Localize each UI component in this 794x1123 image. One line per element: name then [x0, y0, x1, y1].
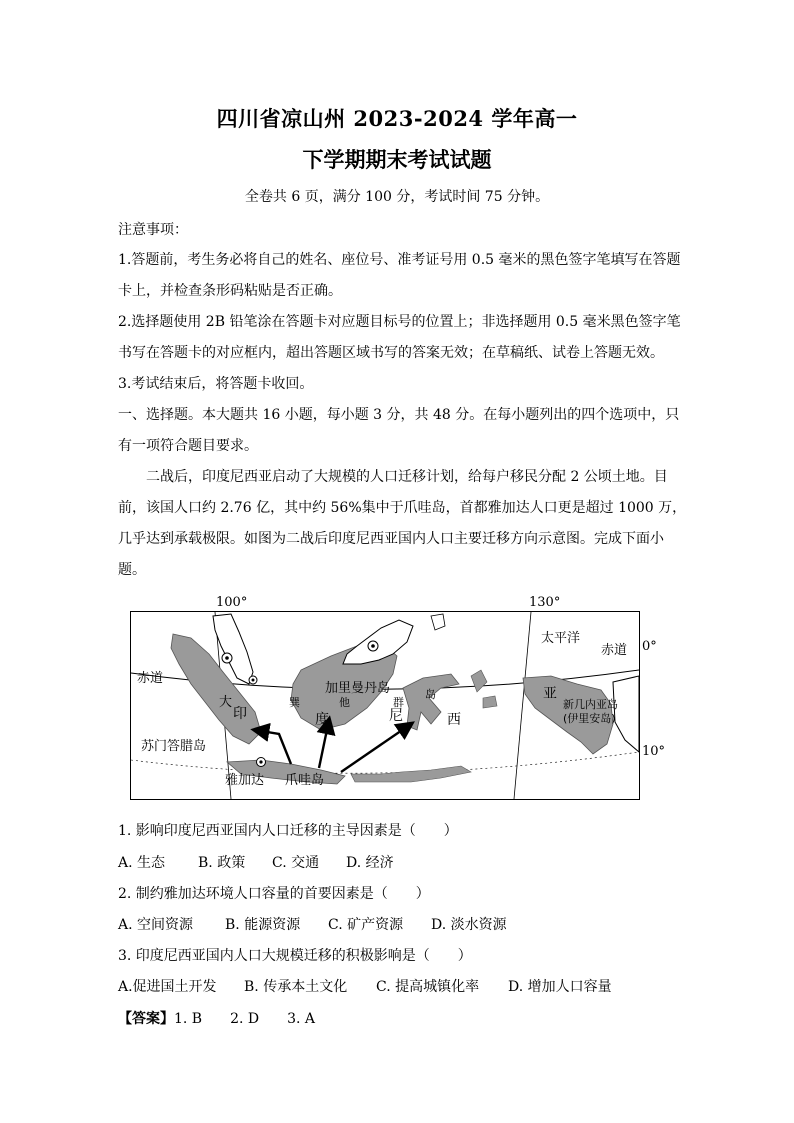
q2-option-d: D. 淡水资源	[431, 917, 507, 933]
q3-option-c: C. 提高城镇化率	[376, 979, 480, 995]
migration-arrow-to-sulawesi	[341, 724, 411, 772]
page-title-line1: 四川省凉山州 2023-2024 学年高一	[216, 106, 578, 131]
equator-label-left: 赤道	[137, 671, 164, 686]
island-char-2: 巽	[289, 696, 300, 709]
lat-0-label: 0°	[642, 639, 657, 654]
island-char-4: 群	[393, 696, 404, 709]
lon-130-label: 130°	[529, 595, 561, 610]
island-char-5: 岛	[425, 688, 436, 701]
country-char-1: 印	[233, 706, 247, 722]
q3-option-b: B. 传承本土文化	[244, 979, 348, 995]
maluku-island-2	[483, 696, 497, 708]
q3-option-d: D. 增加人口容量	[508, 979, 612, 995]
note-3: 3.考试结束后，将答题卡收回。	[118, 376, 314, 392]
lesser-sunda-islands	[351, 766, 471, 782]
answer-label: 【答案】	[118, 1011, 174, 1027]
section-heading-line1: 一、选择题。本大题共 16 小题，每小题 3 分，共 48 分。在每小题列出的四个选项中，只	[118, 407, 680, 423]
q2-option-b: B. 能源资源	[225, 917, 301, 933]
city-marker-1	[222, 653, 232, 663]
q3-option-a: A.促进国土开发	[118, 979, 217, 995]
java-label: 爪哇岛	[285, 773, 325, 788]
new-guinea-label-1: 新几内亚岛	[563, 698, 618, 711]
map-svg	[131, 612, 639, 799]
q1-option-c: C. 交通	[272, 855, 320, 871]
answer-line	[118, 1008, 315, 1028]
equator-label-right: 赤道	[601, 643, 628, 658]
jakarta-marker	[257, 758, 266, 767]
note-1-line2: 卡上，并检查条形码粘贴是否正确。	[118, 283, 342, 299]
country-char-4: 西	[447, 712, 461, 728]
question-3-stem: 3. 印度尼西亚国内人口大规模迁移的积极影响是（ ）	[118, 948, 472, 964]
q2-option-a: A. 空间资源	[118, 917, 194, 933]
sumatra-label: 苏门答腊岛	[141, 739, 207, 754]
q1-option-b: B. 政策	[198, 855, 246, 871]
pacific-label: 太平洋	[541, 631, 581, 646]
note-1-line1: 1.答题前，考生务必将自己的姓名、座位号、准考证号用 0.5 毫米的黑色签字笔填写在答题	[118, 252, 681, 268]
passage-line4: 题。	[118, 562, 146, 578]
jakarta-label: 雅加达	[225, 773, 265, 788]
question-1-stem: 1. 影响印度尼西亚国内人口迁移的主导因素是（ ）	[118, 823, 458, 839]
q2-option-c: C. 矿产资源	[328, 917, 404, 933]
lat-10-label: 10°	[642, 744, 666, 759]
island-char-3: 他	[339, 696, 350, 709]
note-2-line2: 书写在答题卡的对应框内，超出答题区域书写的答案无效；在草稿纸、试卷上答题无效。	[118, 345, 664, 361]
answer-values: 1. B 2. D 3. A	[174, 1011, 316, 1027]
city-marker-3	[368, 641, 378, 651]
new-guinea-label-2: (伊里安岛)	[563, 712, 616, 725]
country-char-2: 度	[315, 712, 329, 728]
meridian-130	[514, 612, 531, 799]
exam-info: 全卷共 6 页，满分 100 分，考试时间 75 分钟。	[244, 189, 550, 205]
passage-line3: 几乎达到承载极限。如图为二战后印度尼西亚国内人口主要迁移方向示意图。完成下面小	[118, 531, 664, 547]
section-heading-line2: 有一项符合题目要求。	[118, 438, 258, 454]
lon-100-label: 100°	[216, 595, 248, 610]
passage-line1: 二战后，印度尼西亚启动了大规模的人口迁移计划，给每户移民分配 2 公顷土地。目	[146, 469, 668, 485]
question-2-stem: 2. 制约雅加达环境人口容量的首要因素是（ ）	[118, 886, 430, 902]
island-char-1: 大	[219, 695, 233, 710]
country-char-3: 尼	[389, 708, 403, 724]
country-char-5: 亚	[543, 686, 557, 702]
maluku-island-1	[471, 670, 487, 692]
q1-option-d: D. 经济	[346, 855, 394, 871]
kalimantan-label: 加里曼丹岛	[325, 681, 391, 696]
note-2-line1: 2.选择题使用 2B 铅笔涂在答题卡对应题目标号的位置上；非选择题用 0.5 毫米黑色签字笔	[118, 314, 681, 330]
lat-10-line	[131, 752, 639, 773]
north-borneo	[343, 620, 413, 664]
q1-option-a: A. 生态	[118, 855, 166, 871]
sumatra-island	[171, 634, 261, 744]
notes-heading: 注意事项：	[118, 222, 188, 238]
page-title-line2: 下学期期末考试试题	[302, 147, 492, 172]
migration-map	[130, 611, 640, 800]
city-marker-2	[249, 676, 257, 684]
passage-line2: 前，该国人口约 2.76 亿，其中约 56%集中于爪哇岛，首都雅加达人口更是超过 1000 万，	[118, 500, 687, 516]
philippines-island	[431, 614, 445, 630]
new-guinea-east	[613, 676, 639, 752]
